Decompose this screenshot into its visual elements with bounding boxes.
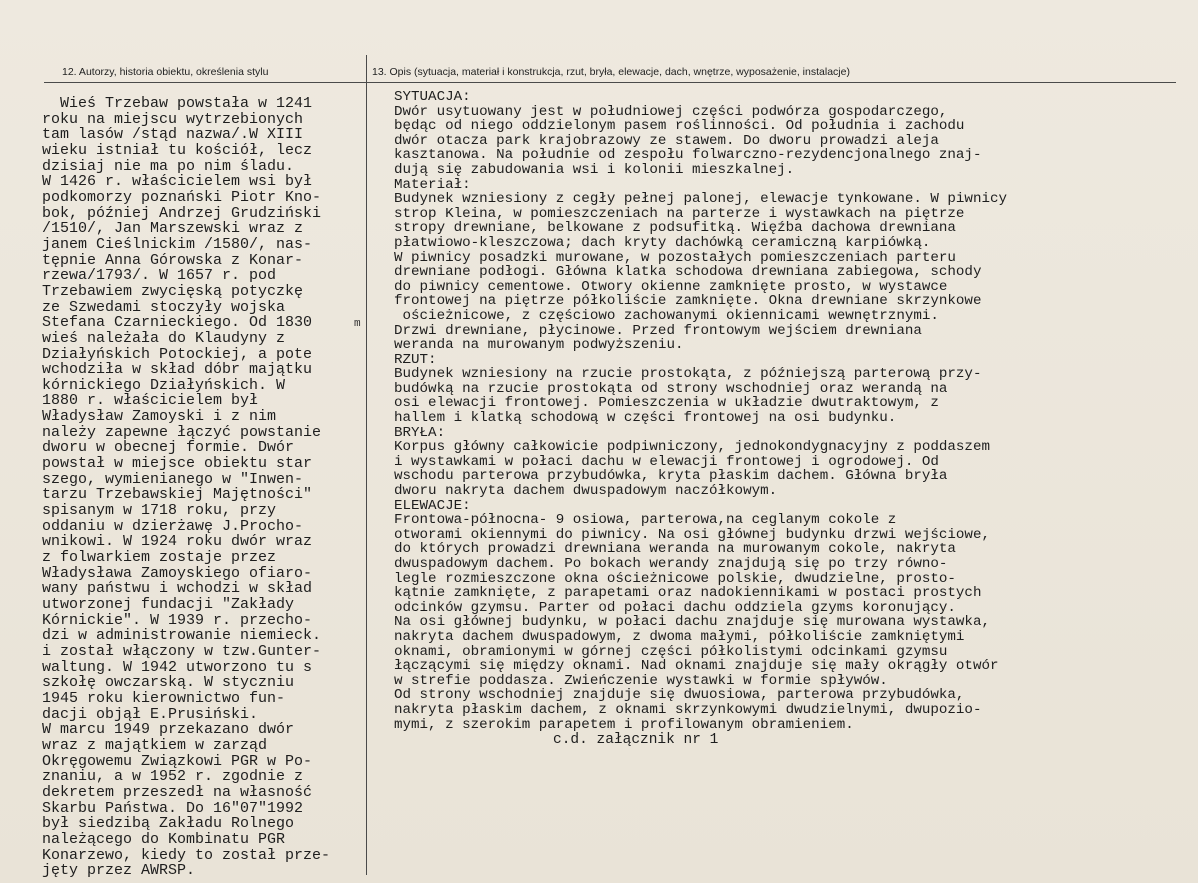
history-line: rzewa/1793/. W 1657 r. pod [42, 267, 277, 285]
header-rule [44, 82, 1176, 83]
description-line: Budynek wzniesiony na rzucie prostokąta, z późniejszą parterową przy- [394, 366, 982, 383]
history-line: znaniu, a w 1952 r. zgodnie z [42, 768, 304, 786]
description-line: dwór otacza park krajobrazowy ze stawem. Do dworu prowadzi aleja [394, 132, 939, 149]
history-line: dekretem przeszedł na własność [42, 783, 313, 801]
continuation-note: c.d. załącznik nr 1 [553, 732, 719, 748]
history-line: szego, wymienianego w "Inwen- [42, 470, 304, 488]
history-line: Trzebawiem zwycięską potyczkę [42, 282, 304, 300]
history-line: Władysława Zamoyskiego ofiaro- [42, 564, 313, 582]
history-line: wieś należała do Klaudyny z [42, 329, 286, 347]
description-line: strop Kleina, w pomieszczeniach na parterze i wystawkach na piętrze [394, 205, 965, 222]
description-line: ościeżnicowe, z częściowo zachowanymi okiennicami wewnętrznymi. [394, 307, 939, 324]
history-line: 1880 r. właścicielem był [42, 392, 259, 410]
history-line: Kórnickie". W 1939 r. przecho- [42, 611, 313, 629]
description-line: łączącymi się między oknami. Nad oknami znajduje się mały okrągły otwór [394, 658, 999, 675]
history-line: tarzu Trzebawskiej Majętności" [42, 486, 313, 504]
description-line: dwuspadowym dachem. Po bokach werandy znajdują się po trzy równo- [394, 556, 948, 572]
description-line: stropy drewniane, belkowane z podsufitką. Więźba dachowa drewniana [394, 220, 956, 237]
description-line: Materiał: [394, 176, 471, 193]
history-line: szkołę owczarską. W styczniu [42, 674, 295, 692]
history-line: dworu w obecnej formie. Dwór [42, 439, 295, 457]
history-line: 1945 roku kierownictwo fun- [42, 689, 286, 707]
description-line: płatwiowo-kleszczowa; dach kryty dachówką ceramiczną karpiówką. [394, 234, 931, 251]
description-line: wschodu parterowa przybudówka, kryta płaskim dachem. Główna bryła [394, 468, 948, 485]
description-text-column [394, 90, 1007, 732]
history-line: W marcu 1949 przekazano dwór [42, 721, 295, 739]
description-line: kątnie zamknięte, z parapetami oraz nadokiennikami w postaci prostych [394, 585, 982, 602]
description-line: RZUT: [394, 351, 437, 368]
description-line: nakryta płaskim dachem, z oknami skrzynkowymi dwudzielnymi, dwupozio- [394, 701, 982, 718]
description-line: otworami okiennymi do piwnicy. Na osi głównej budynku drzwi wejściowe, [394, 526, 990, 543]
description-line: oknami, obramionymi w górnej części półkolistymi odcinkami gzymsu [394, 643, 948, 660]
history-text-column [42, 96, 330, 879]
description-line: Budynek wzniesiony z cegły pełnej palonej, elewacje tynkowane. W piwnicy [394, 191, 1007, 208]
description-line: weranda na murowanym podwyższeniu. [394, 337, 684, 354]
description-line: frontowej na piętrze półkoliście zamknięte. Okna drewniane skrzynkowe [394, 293, 982, 310]
description-line: drewniane podłogi. Główna klatka schodowa drewniana zabiegowa, schody [394, 264, 982, 281]
history-line: wnikowi. W 1924 roku dwór wraz [42, 533, 313, 551]
description-line: budówką na rzucie prostokąta od strony wschodniej oraz werandą na [394, 380, 948, 397]
history-line: należącego do Kombinatu PGR [42, 830, 286, 848]
description-line: będąc od niego oddzielonym pasem roślinności. Od południa i zachodu [394, 118, 965, 135]
description-line: osi elewacji frontowej. Pomieszczenia w układzie dwutraktowym, z [394, 395, 939, 412]
description-line: Od strony wschodniej znajduje się dwuosiowa, parterowa przybudówka, [394, 687, 965, 704]
description-line: SYTUACJA: [394, 89, 471, 105]
description-line: Dwór usytuowany jest w południowej części podwórza gospodarczego, [394, 103, 948, 120]
history-line: spisanym w 1718 roku, przy [42, 502, 277, 520]
description-line: dują się zabudowania wsi i kolonii mieszkalnej. [394, 161, 795, 178]
history-line: janem Cieślnickim /1580/, nas- [42, 235, 313, 253]
description-line: i wystawkami w połaci dachu w elewacji frontowej i ogrodowej. Od [394, 453, 939, 470]
description-line: do których prowadzi drewniana weranda na murowanym cokole, nakryta [394, 541, 956, 558]
history-line: był siedzibą Zakładu Rolnego [42, 815, 295, 833]
description-line: ELEWACJE: [394, 497, 471, 514]
history-line: dacji objął E.Prusiński. [42, 705, 259, 723]
description-line: W piwnicy posadzki murowane, w pozostałych pomieszczeniach parteru [394, 249, 956, 266]
history-line: dzi w administrowanie niemieck. [42, 627, 322, 645]
description-line: mymi, z szerokim parapetem i profilowanym obramieniem. [394, 716, 854, 733]
description-line: odcinków gzymsu. Parter od połaci dachu oddziela gzyms koronujący. [394, 599, 956, 616]
history-line: wchodziła w skład dóbr majątku [42, 361, 313, 379]
description-line: nakryta dachem dwuspadowym, z dwoma małymi, półkoliście zamkniętymi [394, 628, 965, 645]
history-line: Okręgowemu Związkowi PGR w Po- [42, 752, 313, 770]
history-line: wieku istniał tu kościół, lecz [42, 141, 313, 159]
history-line: Władysław Zamoyski i z nim [42, 408, 277, 426]
history-line: wany państwu i wchodzi w skład [42, 580, 313, 598]
history-line: Konarzewo, kiedy to został prze- [42, 846, 331, 864]
history-line: z folwarkiem zostaje przez [42, 549, 277, 567]
history-line: utworzonej fundacji "Zakłady [42, 596, 295, 613]
history-line: roku na miejscu wytrzebionych [42, 110, 304, 128]
history-line: tępnie Anna Górowska z Konar- [42, 251, 304, 269]
margin-mark: m [354, 318, 361, 330]
description-line: do piwnicy cementowe. Otwory okienne zamknięte prosto, w wystawce [394, 278, 948, 295]
description-line: BRYŁA: [394, 424, 446, 441]
column-divider [366, 55, 367, 875]
history-line: Działyńskich Potockiej, a pote [42, 345, 313, 363]
description-line: Na osi głównej budynku, w połaci dachu znajduje się murowana wystawka, [394, 614, 990, 631]
heading-authors-history: 12. Autorzy, historia obiektu, określenia stylu [62, 66, 269, 78]
description-line: dworu nakryta dachem dwuspadowym naczółkowym. [394, 483, 778, 500]
heading-description: 13. Opis (sytuacja, materiał i konstrukcja, rzut, bryła, elewacje, dach, wnętrze, wyposażenie, instalacje) [372, 66, 850, 78]
history-line: jęty przez AWRSP. [42, 862, 196, 880]
description-line: hallem i klatką schodową w części frontowej na osi budynku. [394, 410, 897, 427]
history-line: ze Szwedami stoczyły wojska [42, 298, 286, 316]
history-line: W 1426 r. właścicielem wsi był [42, 173, 313, 191]
description-line: kasztanowa. Na południe od zespołu folwarczno-rezydencjonalnego znaj- [394, 147, 982, 164]
history-line: powstał w miejsce obiektu star [42, 455, 313, 473]
history-line: wraz z majątkiem w zarząd [42, 736, 268, 754]
history-line: oddaniu w dzierżawę J.Procho- [42, 517, 304, 535]
history-line: tam lasów /stąd nazwa/.W XIII [42, 126, 304, 144]
history-line: Skarbu Państwa. Do 16"07"1992 [42, 799, 304, 817]
history-line: należy zapewne łączyć powstanie [42, 423, 322, 441]
history-line: /1510/, Jan Marszewski wraz z [42, 220, 304, 238]
description-line: w strefie poddasza. Zwieńczenie wystawki w formie spływów. [394, 672, 888, 689]
description-line: Drzwi drewniane, płycinowe. Przed frontowym wejściem drewniana [394, 322, 922, 339]
history-line: bok, później Andrzej Grudziński [42, 204, 322, 222]
description-line: Korpus główny całkowicie podpiwniczony, jednokondygnacyjny z poddaszem [394, 439, 990, 456]
history-line: dzisiaj nie ma po nim śladu. [42, 157, 295, 175]
history-line: waltung. W 1942 utworzono tu s [42, 658, 313, 676]
history-line: podkomorzy poznański Piotr Kno- [42, 188, 322, 206]
history-line: i został włączony w tzw.Gunter- [42, 642, 322, 660]
history-line: Wieś Trzebaw powstała w 1241 [42, 95, 313, 112]
description-line: Frontowa-północna- 9 osiowa, parterowa,na ceglanym cokole z [394, 512, 897, 529]
history-line: Stefana Czarnieckiego. Od 1830 [42, 314, 313, 332]
history-line: kórnickiego Działyńskich. W [42, 376, 286, 394]
description-line: legle rozmieszczone okna ościeżnicowe polskie, dwudzielne, prosto- [394, 570, 956, 587]
